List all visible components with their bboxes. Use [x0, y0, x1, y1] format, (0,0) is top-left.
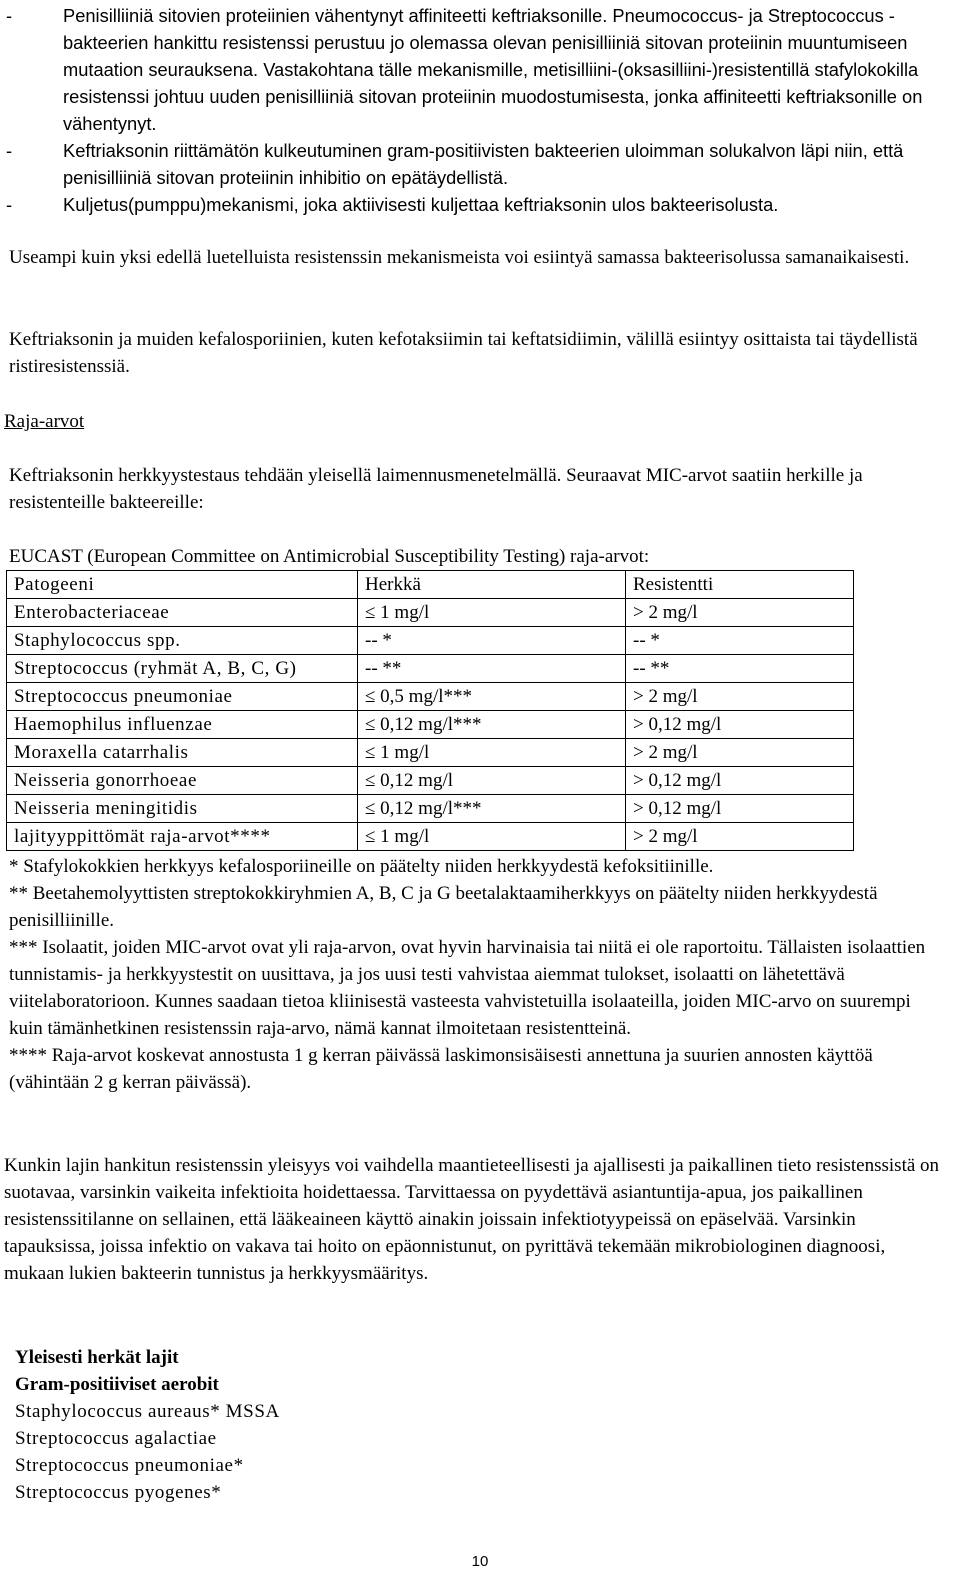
breakpoint-table — [6, 570, 854, 851]
table-cell: ≤ 0,12 mg/l*** — [358, 795, 626, 823]
species-item: Staphylococcus aureaus* MSSA — [15, 1401, 280, 1422]
table-cell: ≤ 1 mg/l — [358, 823, 626, 851]
table-cell: > 2 mg/l — [626, 823, 854, 851]
table-cell: ≤ 1 mg/l — [358, 739, 626, 767]
table-header-row — [7, 571, 854, 599]
footnote: *** Isolaatit, joiden MIC-arvot ovat yli raja-arvon, ovat hyvin harvinaisia tai niitä ei ole raportoitu. Tällaisten isolaattien tunnistamis- ja herkkyystestit on uusittava, ja jos uusi testi vahvistaa aiemmat tulokset, isolaatti on lähetettävä viitelaboratorioon. Kunnes saadaan tietoa kliinisestä vasteesta vahvistetuilla isolaateilla, joiden MIC-arvo on suurempi kuin tämänhetkinen resistenssin raja-arvo, nämä kannat ilmoitetaan resistentteinä. — [9, 937, 926, 1039]
footnote: * Stafylokokkien herkkyys kefalosporiineille on päätelty niiden herkkyydestä kefoksitiinille. — [9, 856, 714, 877]
bullet-list — [0, 2, 960, 218]
table-cell: Moraxella catarrhalis — [7, 739, 358, 767]
table-row — [7, 767, 854, 795]
table-cell: ≤ 0,12 mg/l — [358, 767, 626, 795]
table-cell: Neisseria meningitidis — [7, 795, 358, 823]
species-list — [0, 1344, 960, 1506]
table-cell: Streptococcus pneumoniae — [7, 683, 358, 711]
paragraph-mic-testing: Keftriaksonin herkkyystestaus tehdään yleisellä laimennusmenetelmällä. Seuraavat MIC-arvot saatiin herkille ja resistenteille bakteereille: — [9, 465, 863, 513]
footnotes — [0, 853, 960, 1096]
table-cell: > 0,12 mg/l — [626, 795, 854, 823]
table-cell: > 2 mg/l — [626, 739, 854, 767]
table-row — [7, 599, 854, 627]
table-cell: ≤ 0,5 mg/l*** — [358, 683, 626, 711]
bullet-text: Pneumococcus- ja Streptococcus -bakteerien hankittu resistenssi perustuu jo olemassa olevan penisilliiniä sitovan proteiinin muuntumiseen mutaation seurauksena. — [63, 5, 908, 80]
table-caption: EUCAST (European Committee on Antimicrobial Susceptibility Testing) raja-arvot: — [9, 546, 650, 567]
bullet-item — [0, 2, 960, 137]
species-item: Streptococcus pyogenes* — [15, 1482, 222, 1503]
section-heading-breakpoints: Raja-arvot — [4, 411, 85, 432]
bullet-text: Penisilliiniä sitovien proteiinien vähentynyt affiniteetti keftriaksonille. — [63, 5, 608, 26]
bullet-text: Vastakohtana tälle mekanismille, metisilliini-(oksasilliini-)resistentillä stafylokokilla resistenssi johtuu uuden penisilliiniä sitovan proteiinin muodostumisesta, jonka affiniteetti keftriaksonille on vähentynyt. — [63, 59, 923, 134]
species-item: Streptococcus agalactiae — [15, 1428, 217, 1449]
bullet-dash: - — [6, 5, 13, 26]
table-row — [7, 823, 854, 851]
table-cell: ≤ 1 mg/l — [358, 599, 626, 627]
column-header: Patogeeni — [7, 571, 358, 599]
table-cell: Staphylococcus spp. — [7, 627, 358, 655]
table-cell: -- ** — [358, 655, 626, 683]
species-item: Streptococcus pneumoniae* — [15, 1455, 244, 1476]
footnote: ** Beetahemolyyttisten streptokokkiryhmien A, B, C ja G beetalaktaamiherkkyys on päätelty niiden herkkyydestä penisilliinille. — [9, 883, 878, 931]
bullet-item — [0, 137, 960, 191]
table-cell: Haemophilus influenzae — [7, 711, 358, 739]
bullet-text: Kuljetus(pumppu)mekanismi, joka aktiivisesti kuljettaa keftriaksonin ulos bakteerisolusta. — [63, 194, 779, 215]
table-row — [7, 655, 854, 683]
table-cell: -- * — [358, 627, 626, 655]
paragraph-cross-resistance: Keftriaksonin ja muiden kefalosporiinien, kuten kefotaksiimin tai keftatsidiimin, välillä esiintyy osittaista tai täydellistä ristiresistenssiä. — [9, 329, 918, 377]
species-heading: Yleisesti herkät lajit — [15, 1347, 179, 1368]
species-subheading: Gram-positiiviset aerobit — [15, 1374, 219, 1395]
column-header: Herkkä — [358, 571, 626, 599]
table-row — [7, 795, 854, 823]
table-cell: Neisseria gonorrhoeae — [7, 767, 358, 795]
column-header: Resistentti — [626, 571, 854, 599]
paragraph-resistance-mechanisms: Useampi kuin yksi edellä luetelluista resistenssin mekanismeista voi esiintyä samassa bakteerisolussa samanaikaisesti. — [9, 247, 910, 268]
table-cell: > 2 mg/l — [626, 683, 854, 711]
table-cell: ≤ 0,12 mg/l*** — [358, 711, 626, 739]
table-cell: Enterobacteriaceae — [7, 599, 358, 627]
bullet-item — [0, 191, 960, 218]
table-cell: > 0,12 mg/l — [626, 767, 854, 795]
bullet-text: Keftriaksonin riittämätön kulkeutuminen gram-positiivisten bakteerien uloimman solukalvon läpi niin, että penisilliiniä sitovan proteiinin inhibitio on epätäydellistä. — [63, 140, 904, 188]
table-cell: Streptococcus (ryhmät A, B, C, G) — [7, 655, 358, 683]
page-number: 10 — [471, 1553, 489, 1570]
bullet-dash: - — [6, 194, 13, 215]
table-row — [7, 627, 854, 655]
bullet-dash: - — [6, 140, 13, 161]
table-row — [7, 683, 854, 711]
table-cell: > 2 mg/l — [626, 599, 854, 627]
table-row — [7, 711, 854, 739]
table-cell: -- * — [626, 627, 854, 655]
paragraph-local-resistance: Kunkin lajin hankitun resistenssin yleisyys voi vaihdella maantieteellisesti ja ajallisesti ja paikallinen tieto resistenssistä on suotavaa, varsinkin vaikeita infektioita hoidettaessa. Tarvittaessa on pyydettävä asiantuntija-apua, jos paikallinen resistenssitilanne on sellainen, että lääkeaineen käyttö ainakin joissain infektiotyypeissä on epäselvää. Varsinkin tapauksissa, joissa infektio on vakava tai hoito on epäonnistunut, on pyrittävä tekemään mikrobiologinen diagnoosi, mukaan lukien bakteerin tunnistus ja herkkyysmääritys. — [4, 1155, 940, 1284]
table-cell: lajityyppittömät raja-arvot**** — [7, 823, 358, 851]
table-row — [7, 739, 854, 767]
footnote: **** Raja-arvot koskevat annostusta 1 g kerran päivässä laskimonsisäisesti annettuna ja suurien annosten käyttöä (vähintään 2 g kerran päivässä). — [9, 1045, 873, 1093]
table-cell: > 0,12 mg/l — [626, 711, 854, 739]
table-cell: -- ** — [626, 655, 854, 683]
